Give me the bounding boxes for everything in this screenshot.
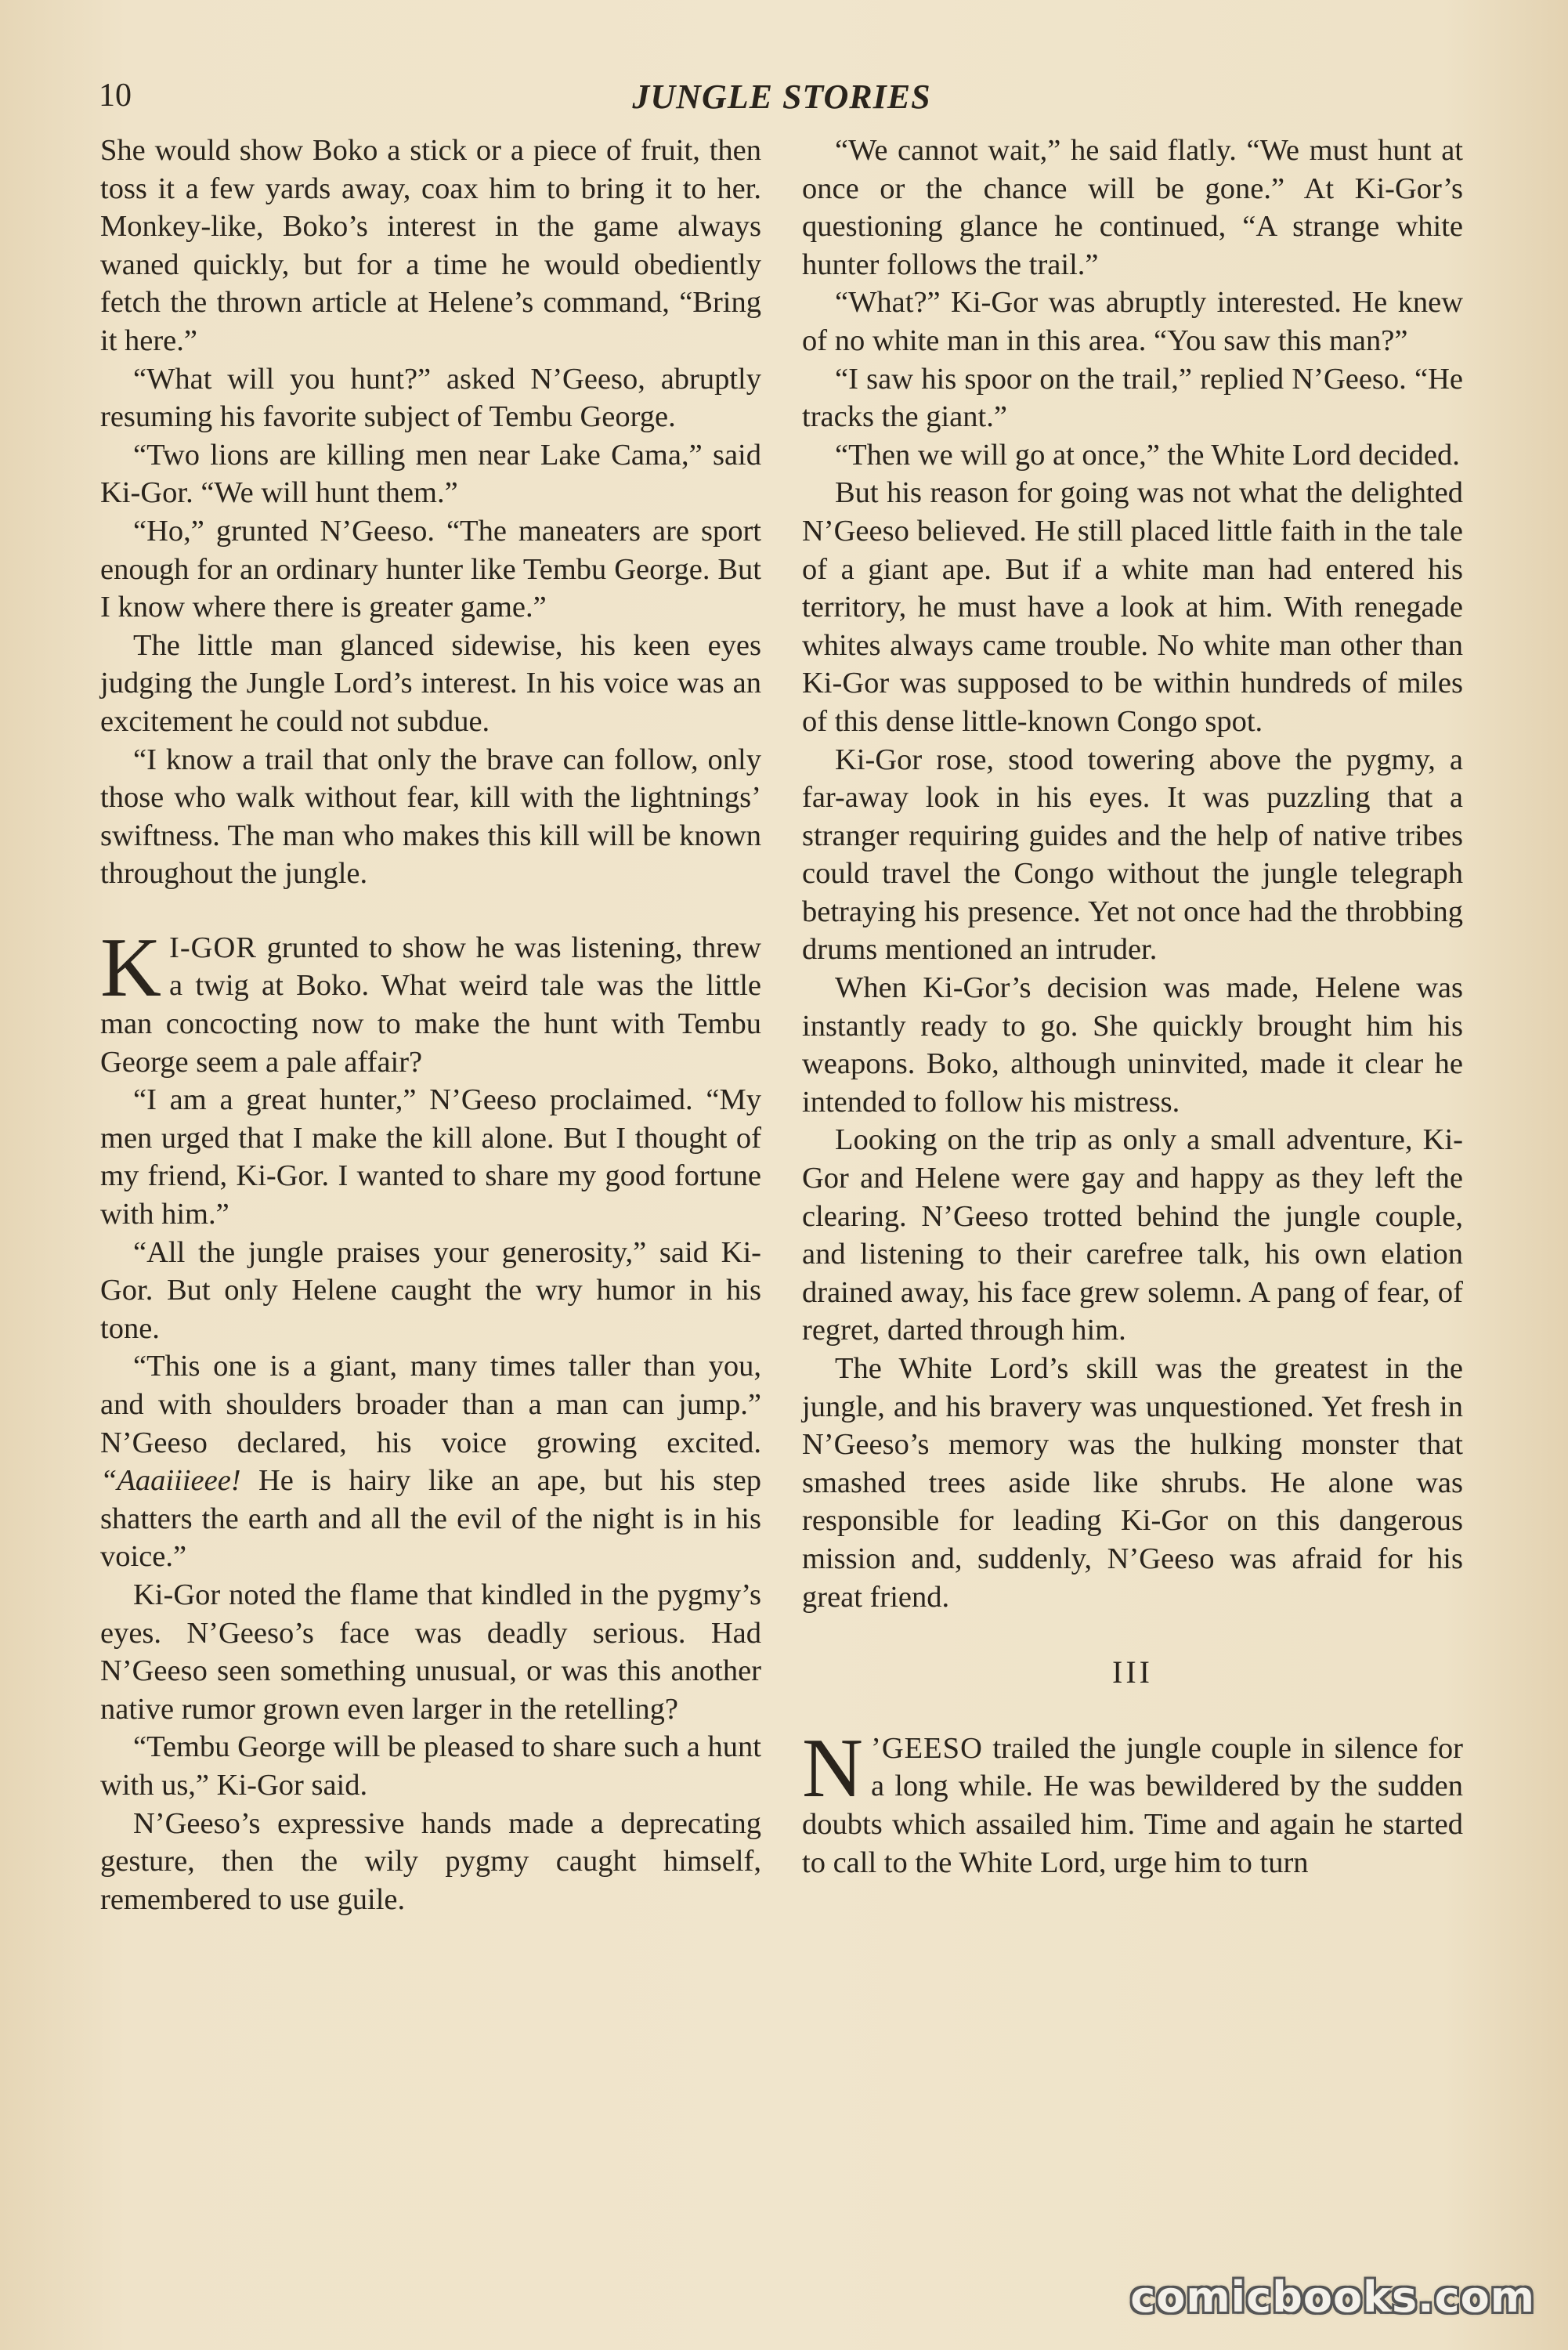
paragraph: “I saw his spoor on the trail,” replied N’Geeso. “He tracks the giant.”	[802, 362, 1463, 434]
dropcap-lead: I-GOR	[169, 931, 257, 964]
giant-text-after: He is hairy like an ape, but his step shatters the earth and all the evil of the night is in his voice.”	[100, 1464, 761, 1574]
paragraph: When Ki-Gor’s decision was made, Helene was instantly ready to go. She quickly brought him his weapons. Boko, although uninvited, made it clear he intended to follow his mistress.	[802, 971, 1463, 1119]
paragraph: “Tembu George will be pleased to share such a hunt with us,” Ki-Gor said.	[100, 1730, 761, 1802]
page-number: 10	[99, 78, 132, 114]
paragraph: “Two lions are killing men near Lake Cama,” said Ki-Gor. “We will hunt them.”	[100, 438, 761, 510]
drop-cap: K	[100, 920, 161, 1014]
right-column	[802, 132, 1463, 1882]
dropcap-text: trailed the jungle couple in silence for a long while. He was bewildered by the sudden doubts which assailed him. Time and again he started to call to the White Lord, urge him to turn	[802, 1731, 1463, 1879]
drop-cap: N	[802, 1721, 863, 1815]
watermark-logo: comicbooks.com	[1130, 2272, 1535, 2322]
dropcap-paragraph	[100, 920, 761, 1081]
paragraph: The White Lord’s skill was the greatest in the jungle, and his bravery was unquestioned. Yet fresh in N’Geeso’s memory was the hulking monster that smashed trees aside like shrubs. He alone was responsible for leading Ki-Gor on this dangerous mission and, suddenly, N’Geeso was afraid for his great friend.	[802, 1352, 1463, 1614]
paragraph: “I know a trail that only the brave can follow, only those who walk without fear, kill with the lightnings’ swiftness. The man who makes this kill will be known throughout the jungle.	[100, 743, 761, 891]
paragraph: “Ho,” grunted N’Geeso. “The maneaters are sport enough for an ordinary hunter like Tembu George. But I know where there is greater game.”	[100, 514, 761, 624]
paragraph: But his reason for going was not what the delighted N’Geeso believed. He still placed little faith in the tale of a giant ape. But if a white man had entered his territory, he must have a look at him. With renegade whites always came trouble. No white man other than Ki-Gor was supposed to be within hundreds of miles of this dense little-known Congo spot.	[802, 476, 1463, 738]
giant-text-before: “This one is a giant, many times taller than you, and with shoulders broader than a man can jump.” N’Geeso declared, his voice growing excited.	[100, 1350, 761, 1459]
paragraph	[100, 1347, 761, 1576]
section-number: III	[1112, 1654, 1153, 1690]
paragraph: Ki-Gor noted the flame that kindled in the pygmy’s eyes. N’Geeso’s face was deadly serious. Had N’Geeso seen something unusual, or was this another native rumor grown even larger in the retelling?	[100, 1578, 761, 1726]
paragraph: She would show Boko a stick or a piece of fruit, then toss it a few yards away, coax him to bring it to her. Monkey-like, Boko’s interest in the game always waned quickly, but for a time he would obediently fetch the thrown article at Helene’s command, “Bring it here.”	[100, 134, 761, 357]
giant-exclamation: “Aaaiiieee!	[100, 1464, 241, 1498]
paragraph: The little man glanced sidewise, his keen eyes judging the Jungle Lord’s interest. In his voice was an excitement he could not subdue.	[100, 628, 761, 738]
paragraph: N’Geeso’s expressive hands made a deprecating gesture, then the wily pygmy caught himself, remembered to use guile.	[100, 1806, 761, 1916]
paragraph: Ki-Gor rose, stood towering above the pygmy, a far-away look in his eyes. It was puzzling that a stranger requiring guides and the help of native tribes could travel the Congo without the jungle telegraph betraying his presence. Yet not once had the throbbing drums mentioned an intruder.	[802, 743, 1463, 967]
paragraph: Looking on the trip as only a small adventure, Ki-Gor and Helene were gay and happy as they left the clearing. N’Geeso trotted behind the jungle couple, and listening to their carefree talk, his own elation drained away, his face grew solemn. A pang of fear, of regret, darted through him.	[802, 1123, 1463, 1347]
paragraph: “What?” Ki-Gor was abruptly interested. He knew of no white man in this area. “You saw this man?”	[802, 286, 1463, 357]
left-column	[100, 132, 761, 1918]
paragraph: “Then we will go at once,” the White Lord decided.	[835, 438, 1460, 472]
paragraph: “I am a great hunter,” N’Geeso proclaimed. “My men urged that I make the kill alone. But I thought of my friend, Ki-Gor. I wanted to share my good fortune with him.”	[100, 1083, 761, 1231]
dropcap-lead: ’GEESO	[871, 1731, 983, 1765]
paragraph: “We cannot wait,” he said flatly. “We must hunt at once or the chance will be gone.” At Ki-Gor’s questioning glance he continued, “A strange white hunter follows the trail.”	[802, 134, 1463, 281]
magazine-title: JUNGLE STORIES	[632, 78, 931, 116]
paragraph: “What will you hunt?” asked N’Geeso, abruptly resuming his favorite subject of Tembu George.	[100, 362, 761, 434]
dropcap-paragraph	[802, 1721, 1463, 1882]
dropcap-text: grunted to show he was listening, threw a twig at Boko. What weird tale was the little man concocting now to make the hunt with Tembu George seem a pale affair?	[100, 931, 761, 1079]
page-header	[99, 77, 1465, 124]
paragraph: “All the jungle praises your generosity,” said Ki-Gor. But only Helene caught the wry humor in his tone.	[100, 1235, 761, 1345]
